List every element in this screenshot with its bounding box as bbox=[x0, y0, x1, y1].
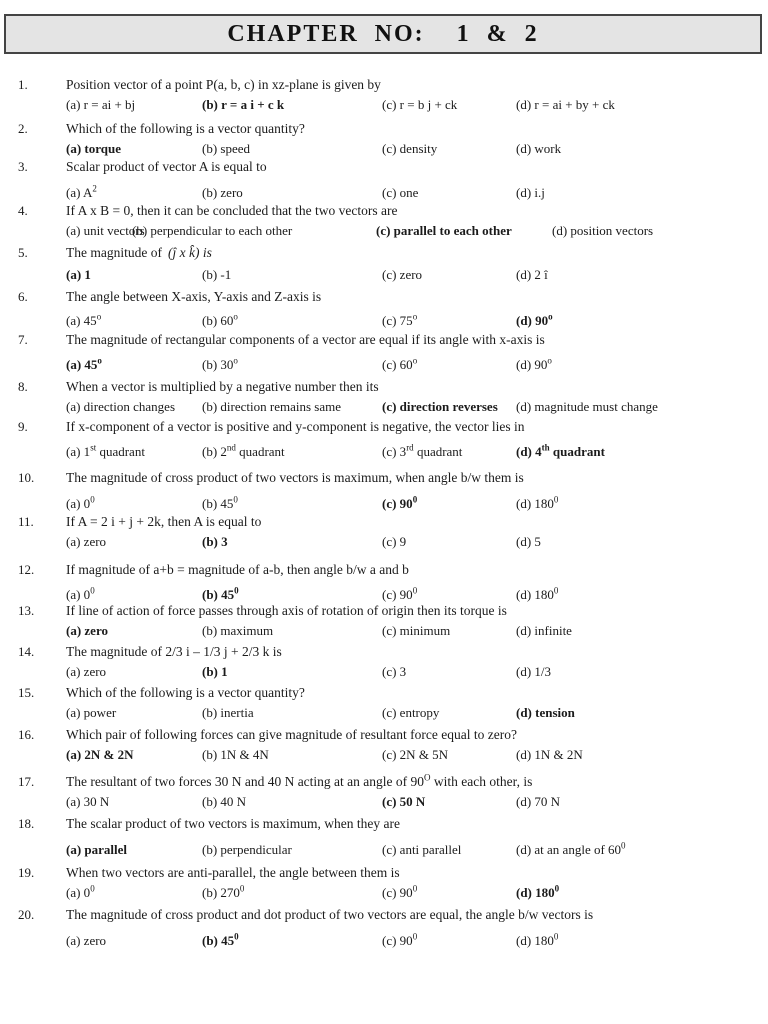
option-d bbox=[516, 495, 558, 513]
option-a bbox=[66, 622, 108, 640]
option-b bbox=[202, 96, 284, 114]
option-label: (c) parallel to each other bbox=[376, 223, 512, 238]
option-a bbox=[66, 398, 175, 416]
options-row bbox=[66, 312, 756, 330]
option-a bbox=[66, 356, 102, 374]
option-sup: o bbox=[412, 355, 418, 366]
option-label: (c) direction reverses bbox=[382, 399, 498, 414]
question-number: 3. bbox=[18, 159, 28, 174]
option-label: (d) 4 bbox=[516, 444, 542, 459]
question-text-main: Which of the following is a vector quantity? bbox=[66, 121, 305, 136]
question-text-main: The magnitude of bbox=[66, 245, 162, 260]
option-label: (a) 0 bbox=[66, 587, 91, 602]
option-b bbox=[202, 356, 238, 374]
options-row bbox=[66, 793, 756, 811]
option-label: (c) entropy bbox=[382, 705, 440, 720]
question-text-main: When a vector is multiplied by a negative number then its bbox=[66, 379, 379, 394]
question-number: 10. bbox=[18, 470, 35, 485]
question-number: 1. bbox=[18, 77, 28, 92]
question-text bbox=[66, 561, 409, 579]
question-text-tail: with each other, is bbox=[430, 774, 533, 789]
option-c bbox=[382, 312, 417, 330]
option-c bbox=[382, 140, 437, 158]
question-text bbox=[66, 643, 282, 661]
option-sup: 0 bbox=[90, 585, 95, 596]
question-number: 15. bbox=[18, 685, 35, 700]
question-number: 19. bbox=[18, 865, 35, 880]
option-d bbox=[516, 356, 552, 374]
option-c bbox=[376, 222, 512, 240]
option-label: (a) zero bbox=[66, 664, 107, 679]
chapter-title: CHAPTER NO: 1 & 2 bbox=[227, 20, 539, 47]
option-label: (a) 1 bbox=[66, 267, 91, 282]
question-number: 14. bbox=[18, 644, 35, 659]
options-row bbox=[66, 398, 756, 416]
question-text bbox=[66, 513, 261, 531]
option-label: (c) r = b j + ck bbox=[382, 97, 458, 112]
option-label: (d) magnitude must change bbox=[516, 399, 658, 414]
question-text-main: Which of the following is a vector quantity? bbox=[66, 685, 305, 700]
options-row bbox=[66, 96, 756, 114]
option-label: (c) 9 bbox=[382, 534, 407, 549]
option-sup: 0 bbox=[412, 883, 418, 894]
option-a bbox=[66, 140, 121, 158]
option-label: (b) inertia bbox=[202, 705, 254, 720]
options-row bbox=[66, 443, 756, 461]
option-label: (a) torque bbox=[66, 141, 122, 156]
option-c bbox=[382, 356, 417, 374]
options-row bbox=[66, 746, 756, 764]
option-b bbox=[202, 793, 246, 811]
question-text-main: Which pair of following forces can give magnitude of resultant force equal to zero? bbox=[66, 727, 517, 742]
option-sup: o bbox=[233, 355, 238, 366]
option-label: (a) 45 bbox=[66, 357, 98, 372]
option-sup: 0 bbox=[554, 883, 560, 894]
option-b bbox=[202, 663, 228, 681]
option-sup: o bbox=[547, 355, 552, 366]
question-text bbox=[66, 418, 525, 436]
option-d bbox=[516, 622, 572, 640]
option-d bbox=[516, 793, 560, 811]
option-d bbox=[516, 841, 626, 859]
question-number: 8. bbox=[18, 379, 28, 394]
option-c bbox=[382, 746, 448, 764]
option-label: (b) zero bbox=[202, 185, 243, 200]
question-text bbox=[66, 726, 517, 744]
option-a bbox=[66, 793, 109, 811]
question-text bbox=[66, 158, 267, 176]
option-b bbox=[202, 746, 269, 764]
option-tail: quadrant bbox=[96, 444, 145, 459]
option-label: (a) unit vectors bbox=[66, 223, 145, 238]
option-label: (a) 2N & 2N bbox=[66, 747, 134, 762]
question-text-main: If line of action of force passes through axis of rotation of origin then its torque is bbox=[66, 603, 507, 618]
option-a bbox=[66, 663, 106, 681]
option-b bbox=[202, 312, 238, 330]
options-row bbox=[66, 495, 756, 513]
question-text bbox=[66, 378, 379, 396]
question-text bbox=[66, 773, 532, 791]
option-b bbox=[202, 443, 285, 461]
option-d bbox=[516, 96, 615, 114]
option-a bbox=[66, 184, 97, 202]
option-d bbox=[516, 884, 559, 902]
option-label: (c) 90 bbox=[382, 587, 413, 602]
option-label: (a) direction changes bbox=[66, 399, 176, 414]
options-row bbox=[66, 841, 756, 859]
option-sup: 0 bbox=[239, 883, 245, 894]
option-sup: o bbox=[96, 311, 102, 322]
option-label: (a) parallel bbox=[66, 842, 128, 857]
option-d bbox=[516, 663, 551, 681]
option-sup: 0 bbox=[90, 494, 95, 505]
question-text-main: If x-component of a vector is positive and y-component is negative, the vector lies in bbox=[66, 419, 525, 434]
option-label: (a) zero bbox=[66, 623, 108, 638]
option-d bbox=[516, 266, 548, 284]
option-label: (c) 3 bbox=[382, 664, 407, 679]
option-label: (c) 3 bbox=[382, 444, 407, 459]
question-text-main: If magnitude of a+b = magnitude of a-b, then angle b/w a and b bbox=[66, 562, 409, 577]
option-label: (c) density bbox=[382, 141, 438, 156]
question-text bbox=[66, 331, 545, 349]
option-label: (b) r = a i + c k bbox=[202, 97, 285, 112]
option-sup: 0 bbox=[553, 494, 559, 505]
option-label: (d) 180 bbox=[516, 587, 554, 602]
options-row bbox=[66, 932, 756, 950]
question-number: 4. bbox=[18, 203, 28, 218]
option-a bbox=[66, 841, 127, 859]
option-d bbox=[516, 704, 575, 722]
option-tail: quadrant bbox=[549, 444, 605, 459]
option-a bbox=[66, 96, 135, 114]
option-label: (c) 75 bbox=[382, 313, 413, 328]
option-sup: o bbox=[233, 311, 238, 322]
option-label: (a) r = ai + bj bbox=[66, 97, 136, 112]
question-text-main: The magnitude of cross product and dot product of two vectors are equal, the angle b/w vectors is bbox=[66, 907, 594, 922]
question-number: 6. bbox=[18, 289, 28, 304]
option-label: (a) 1 bbox=[66, 444, 91, 459]
chapter-header bbox=[4, 14, 762, 54]
question-number: 9. bbox=[18, 419, 28, 434]
option-sup: 0 bbox=[412, 494, 418, 505]
option-sup: 0 bbox=[412, 931, 418, 942]
question-number: 12. bbox=[18, 562, 35, 577]
option-sup: nd bbox=[226, 442, 236, 453]
question-number: 13. bbox=[18, 603, 35, 618]
option-d bbox=[516, 443, 605, 461]
option-label: (b) 3 bbox=[202, 534, 228, 549]
option-label: (d) work bbox=[516, 141, 562, 156]
option-c bbox=[382, 841, 461, 859]
option-label: (d) at an angle of 60 bbox=[516, 842, 622, 857]
options-row bbox=[66, 140, 756, 158]
question-text bbox=[66, 288, 321, 306]
option-b bbox=[202, 622, 273, 640]
question-text bbox=[66, 906, 593, 924]
option-label: (b) 1N & 4N bbox=[202, 747, 269, 762]
option-b bbox=[202, 140, 250, 158]
option-label: (d) r = ai + by + ck bbox=[516, 97, 615, 112]
option-label: (c) 50 N bbox=[382, 794, 426, 809]
question-text-sup: O bbox=[424, 772, 431, 783]
option-c bbox=[382, 96, 457, 114]
question-text-main: The angle between X-axis, Y-axis and Z-axis is bbox=[66, 289, 322, 304]
question-number: 7. bbox=[18, 332, 28, 347]
option-b bbox=[202, 495, 238, 513]
question-text-main: The resultant of two forces 30 N and 40 N acting at an angle of 90 bbox=[66, 774, 425, 789]
question-text bbox=[66, 469, 524, 487]
question-text-main: The magnitude of rectangular components of a vector are equal if its angle with x-axis is bbox=[66, 332, 545, 347]
question-text-math: (ĵ x k̂) is bbox=[167, 245, 212, 260]
question-number: 17. bbox=[18, 774, 35, 789]
option-b bbox=[202, 398, 341, 416]
option-label: (d) 5 bbox=[516, 534, 541, 549]
option-b bbox=[202, 932, 239, 950]
option-tail: quadrant bbox=[413, 444, 463, 459]
question-text-main: If A x B = 0, then it can be concluded that the two vectors are bbox=[66, 203, 398, 218]
option-a bbox=[66, 884, 95, 902]
question-text-main: Position vector of a point P(a, b, c) in xz-plane is given by bbox=[66, 77, 381, 92]
option-label: (b) 270 bbox=[202, 885, 240, 900]
question-text bbox=[66, 602, 507, 620]
option-label: (d) 90 bbox=[516, 313, 549, 328]
option-c bbox=[382, 443, 462, 461]
option-label: (b) 1 bbox=[202, 664, 228, 679]
options-row bbox=[66, 266, 756, 284]
option-sup: 2 bbox=[92, 183, 97, 194]
option-b bbox=[202, 184, 243, 202]
option-label: (d) 180 bbox=[516, 885, 555, 900]
question-number: 11. bbox=[18, 514, 34, 529]
option-c bbox=[382, 884, 417, 902]
option-label: (c) 2N & 5N bbox=[382, 747, 449, 762]
option-label: (d) 2 î bbox=[516, 267, 548, 282]
option-sup: o bbox=[412, 311, 418, 322]
option-sup: o bbox=[97, 355, 102, 366]
option-d bbox=[516, 533, 541, 551]
question-text bbox=[66, 76, 381, 94]
option-c bbox=[382, 184, 418, 202]
option-b bbox=[202, 266, 231, 284]
question-number: 16. bbox=[18, 727, 35, 742]
option-sup: 0 bbox=[553, 931, 559, 942]
option-label: (b) speed bbox=[202, 141, 251, 156]
option-label: (a) A bbox=[66, 185, 93, 200]
option-a bbox=[66, 746, 134, 764]
option-label: (c) 90 bbox=[382, 496, 413, 511]
option-c bbox=[382, 663, 406, 681]
question-text-main: If A = 2 i + j + 2k, then A is equal to bbox=[66, 514, 262, 529]
option-sup: 0 bbox=[553, 585, 559, 596]
option-a bbox=[66, 495, 95, 513]
option-label: (b) 45 bbox=[202, 496, 234, 511]
option-label: (b) -1 bbox=[202, 267, 232, 282]
option-label: (a) 0 bbox=[66, 885, 91, 900]
option-label: (d) 70 N bbox=[516, 794, 561, 809]
option-c bbox=[382, 495, 417, 513]
option-label: (c) 90 bbox=[382, 933, 413, 948]
option-label: (b) 2 bbox=[202, 444, 227, 459]
option-d bbox=[516, 746, 583, 764]
question-number: 2. bbox=[18, 121, 28, 136]
option-label: (a) power bbox=[66, 705, 117, 720]
option-label: (b) 45 bbox=[202, 933, 235, 948]
option-b bbox=[202, 841, 292, 859]
option-label: (b) 60 bbox=[202, 313, 234, 328]
option-label: (a) zero bbox=[66, 933, 107, 948]
option-b bbox=[202, 704, 254, 722]
option-d bbox=[516, 398, 658, 416]
options-row bbox=[66, 704, 756, 722]
option-label: (d) 180 bbox=[516, 933, 554, 948]
option-label: (d) 1N & 2N bbox=[516, 747, 583, 762]
option-label: (c) 90 bbox=[382, 885, 413, 900]
option-label: (d) i.j bbox=[516, 185, 545, 200]
question-text-main: Scalar product of vector A is equal to bbox=[66, 159, 267, 174]
option-label: (c) minimum bbox=[382, 623, 451, 638]
option-label: (a) 45 bbox=[66, 313, 97, 328]
question-number: 18. bbox=[18, 816, 35, 831]
option-sup: rd bbox=[406, 442, 414, 453]
option-label: (c) 60 bbox=[382, 357, 413, 372]
option-c bbox=[382, 533, 406, 551]
option-sup: 0 bbox=[90, 883, 95, 894]
option-c bbox=[382, 704, 439, 722]
option-label: (b) 45 bbox=[202, 587, 235, 602]
question-text bbox=[66, 244, 212, 262]
question-number: 20. bbox=[18, 907, 35, 922]
option-d bbox=[516, 140, 561, 158]
question-text-main: When two vectors are anti-parallel, the angle between them is bbox=[66, 865, 400, 880]
option-a bbox=[66, 533, 106, 551]
option-b bbox=[202, 884, 244, 902]
options-row bbox=[66, 184, 756, 202]
option-sup: 0 bbox=[234, 585, 239, 596]
option-sup: o bbox=[548, 311, 553, 322]
option-label: (a) 0 bbox=[66, 496, 91, 511]
options-row bbox=[66, 222, 756, 240]
question-text-main: The magnitude of 2/3 i – 1/3 j + 2/3 k is bbox=[66, 644, 282, 659]
option-d bbox=[516, 586, 558, 604]
option-label: (b) 30 bbox=[202, 357, 234, 372]
option-d bbox=[516, 184, 545, 202]
option-a bbox=[66, 266, 91, 284]
option-sup: 0 bbox=[412, 585, 418, 596]
option-sup: th bbox=[541, 442, 550, 453]
option-a bbox=[66, 443, 145, 461]
options-row bbox=[66, 663, 756, 681]
options-row bbox=[66, 533, 756, 551]
question-text bbox=[66, 202, 398, 220]
option-label: (a) zero bbox=[66, 534, 107, 549]
option-sup: st bbox=[90, 442, 97, 453]
option-label: (b) 40 N bbox=[202, 794, 247, 809]
option-b bbox=[132, 222, 292, 240]
question-text-main: The magnitude of cross product of two vectors is maximum, when angle b/w them is bbox=[66, 470, 524, 485]
question-text bbox=[66, 815, 400, 833]
option-c bbox=[382, 266, 422, 284]
option-label: (c) one bbox=[382, 185, 419, 200]
option-label: (d) position vectors bbox=[552, 223, 654, 238]
option-label: (d) tension bbox=[516, 705, 575, 720]
option-b bbox=[202, 533, 228, 551]
option-sup: 0 bbox=[233, 494, 238, 505]
option-d bbox=[552, 222, 653, 240]
option-label: (d) 90 bbox=[516, 357, 548, 372]
question-number: 5. bbox=[18, 245, 28, 260]
option-label: (c) anti parallel bbox=[382, 842, 462, 857]
option-label: (c) zero bbox=[382, 267, 423, 282]
option-c bbox=[382, 398, 498, 416]
question-text bbox=[66, 684, 305, 702]
options-row bbox=[66, 884, 756, 902]
question-text-main: The scalar product of two vectors is maximum, when they are bbox=[66, 816, 401, 831]
option-d bbox=[516, 932, 558, 950]
option-label: (b) perpendicular bbox=[202, 842, 292, 857]
option-tail: quadrant bbox=[235, 444, 285, 459]
option-d bbox=[516, 312, 553, 330]
option-a bbox=[66, 704, 116, 722]
option-sup: 0 bbox=[621, 840, 626, 851]
options-row bbox=[66, 622, 756, 640]
question-text bbox=[66, 864, 400, 882]
question-text bbox=[66, 120, 305, 138]
option-label: (b) direction remains same bbox=[202, 399, 341, 414]
option-a bbox=[66, 932, 106, 950]
option-label: (d) 1/3 bbox=[516, 664, 552, 679]
option-label: (b) maximum bbox=[202, 623, 274, 638]
option-sup: 0 bbox=[234, 931, 239, 942]
option-a bbox=[66, 312, 101, 330]
option-label: (b) perpendicular to each other bbox=[132, 223, 293, 238]
option-c bbox=[382, 793, 425, 811]
option-label: (d) infinite bbox=[516, 623, 572, 638]
option-c bbox=[382, 622, 450, 640]
options-row bbox=[66, 356, 756, 374]
option-label: (d) 180 bbox=[516, 496, 554, 511]
option-c bbox=[382, 932, 417, 950]
option-label: (a) 30 N bbox=[66, 794, 110, 809]
